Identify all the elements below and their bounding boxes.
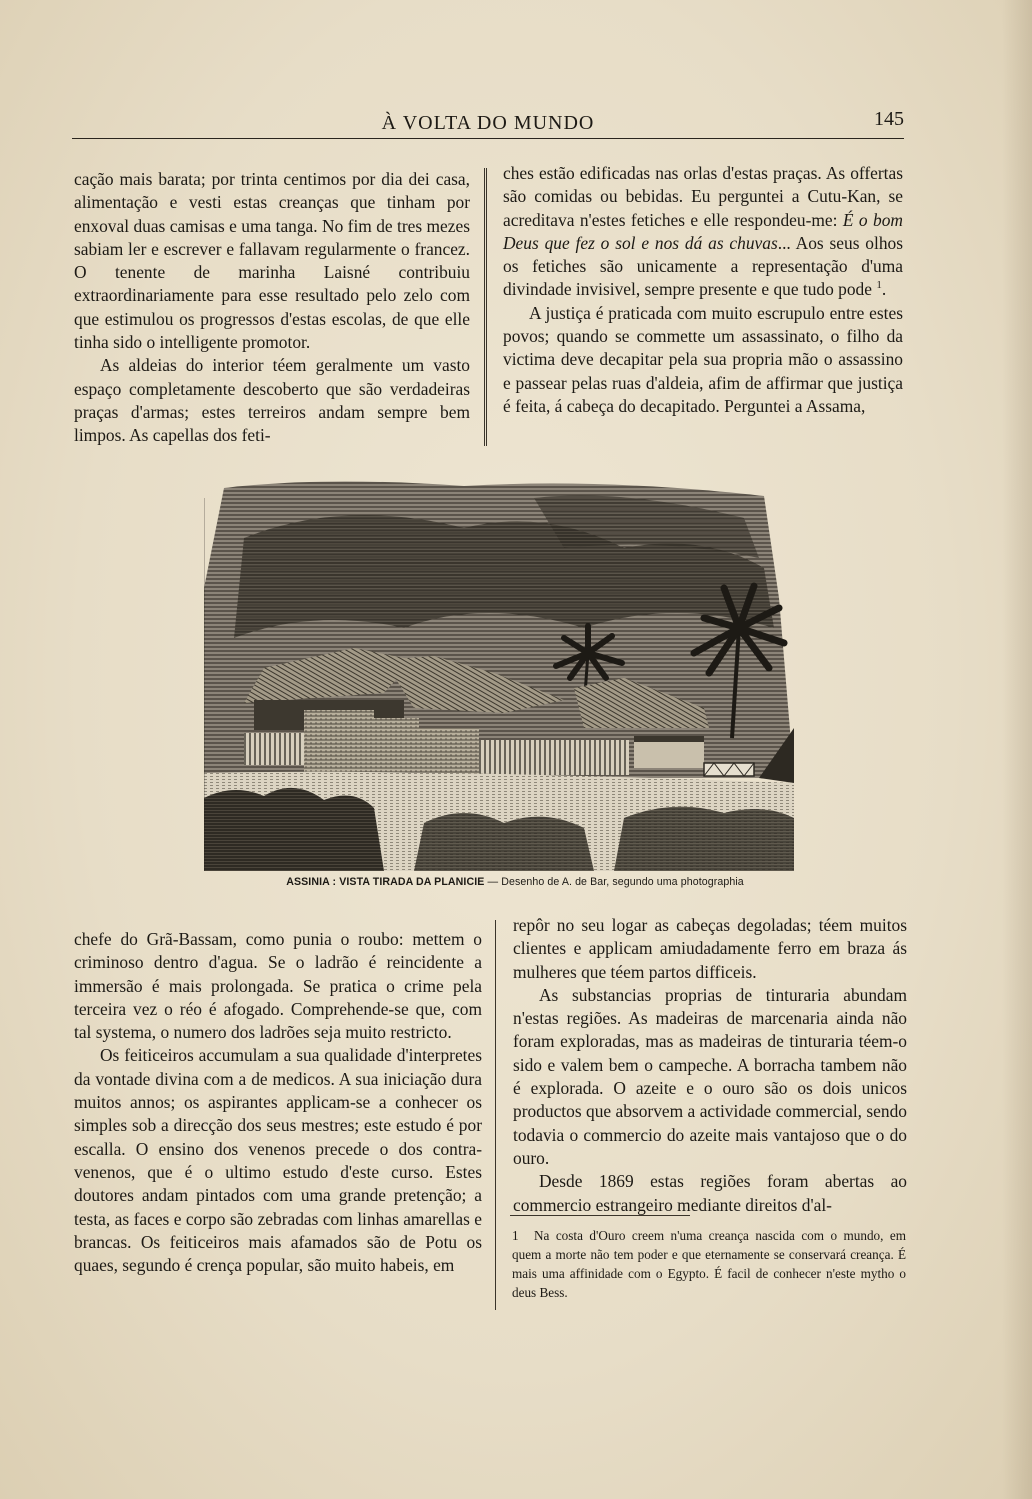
text-run: ches estão edificadas nas orlas d'estas praças. As offertas são comidas ou bebidas. Eu perguntei a Cutu-Kan, se acreditava n'estes fetiches e elle respondeu-me:: [503, 163, 903, 230]
column-divider-upper: [484, 168, 487, 446]
footnote-text: Na costa d'Ouro creem n'uma creança nascida com o mundo, em quem a morte não tem poder e que eternamente se conservará creança. É mais uma affinidade com o Egypto. É facil de conhecer n'este mytho o deus Bess.: [512, 1228, 906, 1300]
engraving-drawing: [204, 478, 794, 871]
paragraph: As aldeias do interior téem geralmente um vasto espaço completamente descoberto que são verdadeiras praças d'armas; estes terreiros andam sempre bem limpos. As capellas dos feti-: [74, 355, 470, 446]
paragraph: As substancias proprias de tinturaria abundam n'estas regiões. As madeiras de marcenaria ainda não foram exploradas, mas as madeiras de tinturaria téem-o sido e valem bem o campeche. A borracha tambem não é explorada. O azeite e o ouro são os dois unicos productos que absorvem a actividade commercial, sendo todavia o commercio do azeite mais vantajoso que o do ouro.: [513, 984, 907, 1168]
footnote-rule: [510, 1215, 690, 1216]
paragraph: Os feiticeiros accumulam a sua qualidade d'interpretes da vontade divina com a de medicos. A sua iniciação dura muitos annos; os aspirantes applicam-se a conhecer os simples sob a direcção dos seus mestres; este estudo é por escalla. O ensino dos venenos precede o dos contra-venenos, que é o ultimo estudo d'este curso. Estes doutores andam pintados com uma grande pretenção; a testa, as faces e corpo são zebradas com linhas amarellas e brancas. Os feiticeiros mais afamados são de Potu os quaes, segundo é crença popular, são muito habeis, em: [74, 1045, 482, 1276]
lower-left-column: [74, 928, 482, 1277]
column-divider-lower: [495, 920, 496, 1310]
caption-credit: — Desenho de A. de Bar, segundo uma photographia: [487, 876, 744, 888]
italic-quote: É o bom Deus que fez o sol e nos dá as chuvas: [503, 209, 903, 253]
footnote-reference[interactable]: 1: [876, 279, 882, 292]
upper-left-column: [74, 168, 470, 448]
paragraph: Desde 1869 estas regiões foram abertas ao commercio estrangeiro mediante direitos d'al-: [513, 1171, 907, 1215]
lower-right-column: [513, 914, 907, 1217]
running-head: [72, 108, 904, 138]
footnote: [512, 1226, 906, 1302]
text-run: ... Aos seus olhos os fetiches são unicamente a representação d'uma divindade invisivel, sempre presente e que tudo pode: [503, 232, 903, 300]
page-edge-shadow: [1002, 0, 1032, 1499]
footnote-number: 1: [512, 1228, 519, 1243]
page-number: 145: [874, 108, 904, 130]
paragraph: A justiça é praticada com muito escrupulo entre estes povos; quando se commette um assassinato, o filho da victima deve decapitar pela sua propria mão o assassino e passear pelas ruas d'aldeia, afim de affirmar que justiça é feita, á cabeça do decapitado. Perguntei a Assama,: [503, 302, 903, 416]
paragraph: cação mais barata; por trinta centimos por dia dei casa, alimentação e vesti estas creanças que tinham por enxoval duas camisas e uma tanga. No fim de tres mezes sabiam ler e escrever e fallavam regularmente o francez. O tenente de marinha Laisné contribuiu extraordinariamente para esse resultado pelo zelo com que estimulou os progressos d'estas escolas, de que elle tinha sido o intelligente promotor.: [74, 169, 470, 353]
header-rule: [72, 138, 904, 139]
paragraph: [503, 162, 903, 302]
text-run: .: [881, 279, 887, 300]
paragraph: repôr no seu logar as cabeças degoladas; téem muitos clientes e applicam amiudadamente ferro em braza ás mulheres que téem partos difficeis.: [513, 915, 907, 982]
upper-right-column: [503, 162, 903, 418]
engraving-illustration: [204, 478, 794, 871]
figure-caption: [150, 876, 880, 888]
running-title: À VOLTA DO MUNDO: [381, 112, 595, 134]
paragraph: chefe do Grã-Bassam, como punia o roubo: mettem o criminoso dentro d'agua. Se o ladrão é reincidente a immersão é mais prolongada. Se pratica o crime pela terceira vez o réo é afogado. Comprehende-se que, com tal systema, o numero dos ladrões seja muito restricto.: [74, 929, 482, 1043]
caption-title: ASSINIA : VISTA TIRADA DA PLANICIE: [286, 876, 485, 888]
